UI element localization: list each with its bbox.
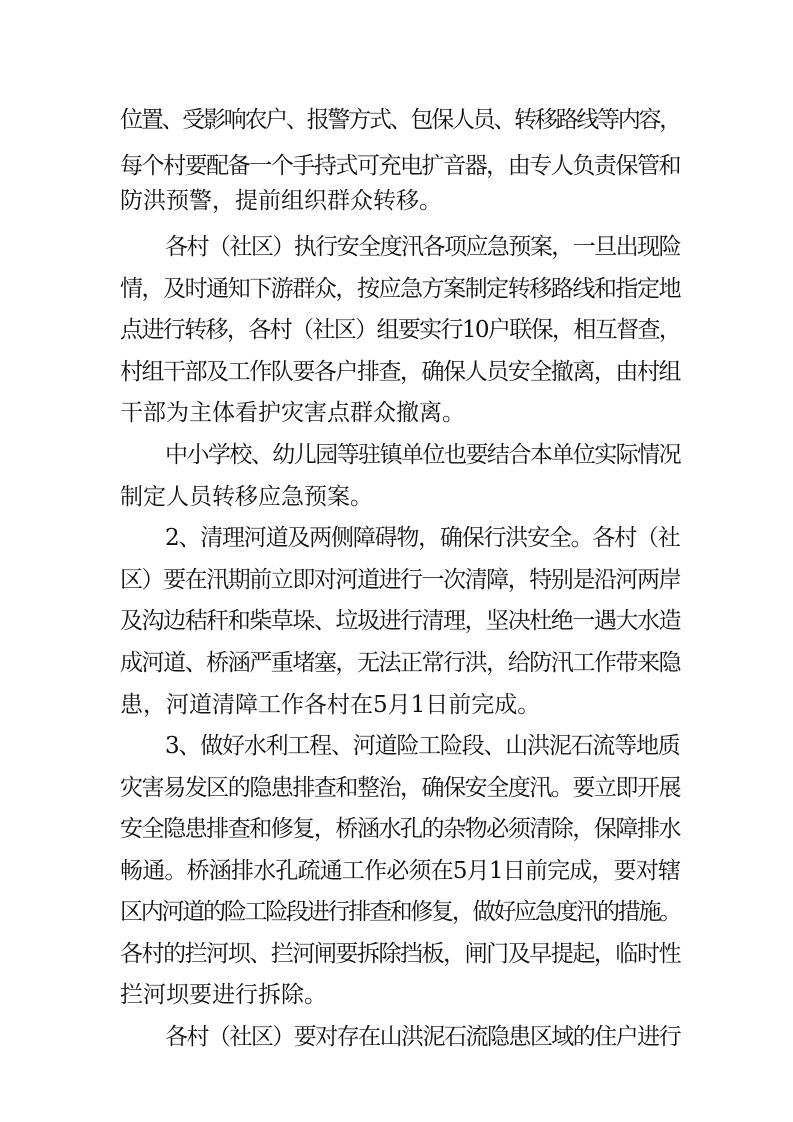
text-line: 各村（社区）要对存在山洪泥石流隐患区域的住户进行 xyxy=(165,1024,681,1050)
text-line: 各村的拦河坝、拦河闸要拆除挡板，闸门及早提起，临时性 xyxy=(120,941,681,967)
text-line: 各村（社区）执行安全度汛各项应急预案，一旦出现险 xyxy=(165,234,681,260)
text-line: 情，及时通知下游群众，按应急方案制定转移路线和指定地 xyxy=(120,276,681,302)
text-line: 干部为主体看护灾害点群众撤离。 xyxy=(120,400,465,426)
text-line: 村组干部及工作队要各户排查，确保人员安全撤离，由村组 xyxy=(120,359,681,385)
text-line: 成河道、桥涵严重堵塞，无法正常行洪，给防汛工作带来隐 xyxy=(120,650,681,676)
text-line: 灾害易发区的隐患排查和整治，确保安全度汛。要立即开展 xyxy=(120,775,681,801)
text-line: 区）要在汛期前立即对河道进行一次清障，特别是沿河两岸 xyxy=(120,567,681,593)
text-line: 点进行转移，各村（社区）组要实行10户联保，相互督查， xyxy=(120,317,681,343)
text-line: 每个村要配备一个手持式可充电扩音器，由专人负责保管和 xyxy=(120,153,681,179)
text-line: 中小学校、幼儿园等驻镇单位也要结合本单位实际情况 xyxy=(165,442,681,468)
text-line: 制定人员转移应急预案。 xyxy=(120,484,373,510)
text-line: 区内河道的险工险段进行排查和修复，做好应急度汛的措施。 xyxy=(120,899,680,925)
text-line: 防洪预警，提前组织群众转移。 xyxy=(120,188,442,214)
text-line: 及沟边秸秆和柴草垛、垃圾进行清理，坚决杜绝一遇大水造 xyxy=(120,608,681,634)
text-line: 患，河道清障工作各村在5月1日前完成。 xyxy=(120,692,541,718)
text-line: 3、做好水利工程、河道险工险段、山洪泥石流等地质 xyxy=(165,733,680,759)
text-line: 拦河坝要进行拆除。 xyxy=(120,982,327,1008)
text-line: 畅通。桥涵排水孔疏通工作必须在5月1日前完成，要对辖 xyxy=(120,858,681,884)
text-line: 安全隐患排查和修复，桥涵水孔的杂物必须清除，保障排水 xyxy=(120,816,681,842)
text-line: 2、清理河道及两侧障碍物，确保行洪安全。各村（社 xyxy=(165,525,680,551)
text-line: 位置、受影响农户、报警方式、包保人员、转移路线等内容， xyxy=(120,107,680,133)
